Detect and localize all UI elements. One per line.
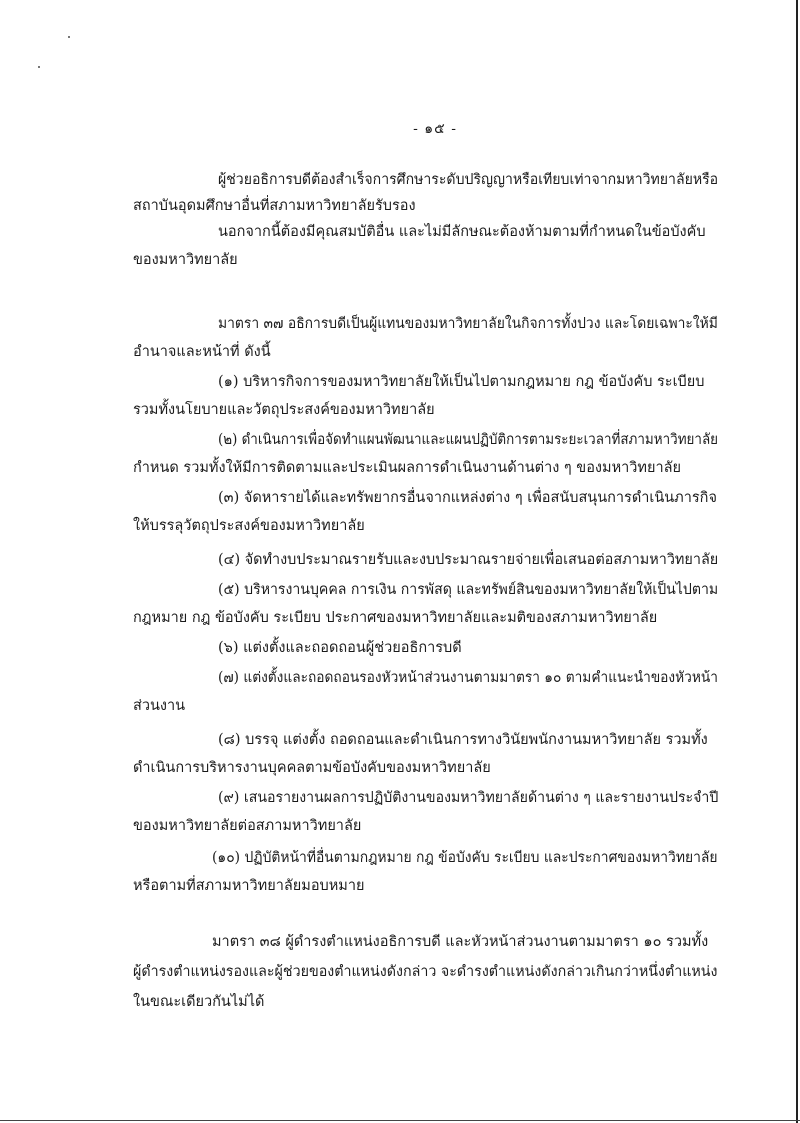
paragraph-line: ในขณะเดียวกันไม่ได้ [133, 994, 265, 1010]
page-edge-bottom [0, 1120, 800, 1121]
scan-speck [68, 36, 70, 38]
list-item-1: (๑) บริหารกิจการของมหาวิทยาลัยให้เป็นไปตามกฎหมาย กฎ ข้อบังคับ ระเบียบ [218, 374, 705, 390]
section-38-heading-line: มาตรา ๓๘ ผู้ดำรงตำแหน่งอธิการบดี และหัวหน้าส่วนงานตามมาตรา ๑๐ รวมทั้ง [212, 934, 709, 950]
list-item-7: (๗) แต่งตั้งและถอดถอนรองหัวหน้าส่วนงานตามมาตรา ๑๐ ตามคำแนะนำของหัวหน้า [218, 670, 718, 686]
paragraph-line: นอกจากนี้ต้องมีคุณสมบัติอื่น และไม่มีลักษณะต้องห้ามตามที่กำหนดในข้อบังคับ [218, 224, 706, 240]
paragraph-line: หรือตามที่สภามหาวิทยาลัยมอบหมาย [133, 878, 365, 894]
paragraph-line: ผู้ช่วยอธิการบดีต้องสำเร็จการศึกษาระดับปริญญาหรือเทียบเท่าจากมหาวิทยาลัยหรือ [218, 172, 719, 188]
list-item-8: (๘) บรรจุ แต่งตั้ง ถอดถอนและดำเนินการทางวินัยพนักงานมหาวิทยาลัย รวมทั้ง [218, 732, 708, 748]
list-item-4: (๔) จัดทำงบประมาณรายรับและงบประมาณรายจ่ายเพื่อเสนอต่อสภามหาวิทยาลัย [218, 552, 719, 568]
paragraph-line: ผู้ดำรงตำแหน่งรองและผู้ช่วยของตำแหน่งดังกล่าว จะดำรงตำแหน่งดังกล่าวเกินกว่าหนึ่งตำแหน่ง [133, 964, 718, 980]
paragraph-line: รวมทั้งนโยบายและวัตถุประสงค์ของมหาวิทยาลัย [133, 402, 435, 418]
paragraph-line: ของมหาวิทยาลัย [133, 252, 238, 268]
paragraph-line: ดำเนินการบริหารงานบุคคลตามข้อบังคับของมหาวิทยาลัย [133, 760, 491, 776]
paragraph-line: กฎหมาย กฎ ข้อบังคับ ระเบียบ ประกาศของมหาวิทยาลัยและมติของสภามหาวิทยาลัย [133, 610, 658, 626]
paragraph-line: ให้บรรลุวัตถุประสงค์ของมหาวิทยาลัย [133, 518, 365, 534]
list-item-2: (๒) ดำเนินการเพื่อจัดทำแผนพัฒนาและแผนปฏิบัติการตามระยะเวลาที่สภามหาวิทยาลัย [218, 432, 719, 448]
paragraph-line: ของมหาวิทยาลัยต่อสภามหาวิทยาลัย [133, 818, 362, 834]
section-37-heading-line: มาตรา ๓๗ อธิการบดีเป็นผู้แทนของมหาวิทยาลัยในกิจการทั้งปวง และโดยเฉพาะให้มี [218, 316, 718, 332]
list-item-6: (๖) แต่งตั้งและถอดถอนผู้ช่วยอธิการบดี [218, 640, 462, 656]
paragraph-line: สถาบันอุดมศึกษาอื่นที่สภามหาวิทยาลัยรับรอง [133, 198, 416, 214]
scan-speck [38, 66, 40, 68]
paragraph-line: กำหนด รวมทั้งให้มีการติดตามและประเมินผลการดำเนินงานด้านต่าง ๆ ของมหาวิทยาลัย [133, 460, 681, 476]
list-item-5: (๕) บริหารงานบุคคล การเงิน การพัสดุ และทรัพย์สินของมหาวิทยาลัยให้เป็นไปตาม [218, 582, 719, 598]
list-item-3: (๓) จัดหารายได้และทรัพยากรอื่นจากแหล่งต่าง ๆ เพื่อสนับสนุนการดำเนินภารกิจ [218, 490, 717, 506]
page-number: - ๑๕ - [413, 121, 457, 137]
paragraph-line: อำนาจและหน้าที่ ดังนี้ [133, 344, 271, 360]
list-item-9: (๙) เสนอรายงานผลการปฏิบัติงานของมหาวิทยาลัยด้านต่าง ๆ และรายงานประจำปี [218, 790, 719, 806]
list-item-10: (๑๐) ปฏิบัติหน้าที่อื่นตามกฎหมาย กฎ ข้อบังคับ ระเบียบ และประกาศของมหาวิทยาลัย [212, 850, 718, 866]
page-edge-right [796, 0, 798, 1123]
paragraph-line: ส่วนงาน [133, 698, 186, 714]
